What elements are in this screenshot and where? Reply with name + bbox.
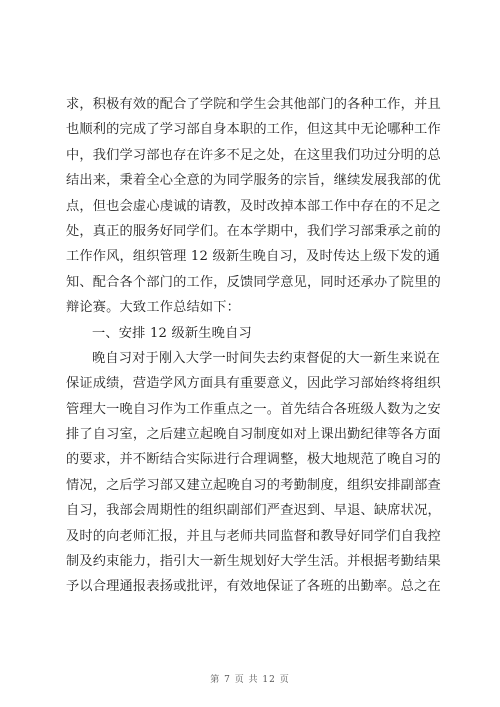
text-line: 管理大一晚自习作为工作重点之一。首先结合各班级人数为之安 <box>66 401 441 417</box>
text-line: 排了自习室，之后建立起晚自习制度如对上课出勤纪律等各方面 <box>66 427 441 443</box>
section-heading: 一、安排 12 级新生晚自习 <box>92 325 252 341</box>
text-line: 结出来，秉着全心全意的为同学服务的宗旨，继续发展我部的优 <box>66 173 441 189</box>
text-line: 处，真正的服务好同学们。在本学期中，我们学习部秉承之前的 <box>66 223 441 239</box>
text-line: 保证成绩，营造学风方面具有重要意义，因此学习部始终将组织 <box>66 376 441 392</box>
text-line: 及时的向老师汇报，并且与老师共同监督和教导好同学们自我控 <box>66 528 441 544</box>
text-line: 制及约束能力，指引大一新生规划好大学生活。并根据考勤结果 <box>66 554 441 570</box>
document-body <box>66 92 441 600</box>
text-line: 工作作风，组织管理 12 级新生晚自习，及时传达上级下发的通 <box>66 249 441 265</box>
text-line: 求，积极有效的配合了学院和学生会其他部门的各种工作，并且 <box>66 97 441 112</box>
text-line: 知、配合各个部门的工作，反馈同学意见，同时还承办了院里的 <box>66 274 441 290</box>
text-line: 中，我们学习部也存在许多不足之处，在这里我们功过分明的总 <box>66 147 441 163</box>
text-line: 点，但也会虚心虔诚的请教，及时改掉本部工作中存在的不足之 <box>66 198 441 214</box>
text-line: 晚自习对于刚入大学一时间失去约束督促的大一新生来说在 <box>92 350 441 366</box>
text-line: 予以合理通报表扬或批评，有效地保证了各班的出勤率。总之在 <box>66 579 441 595</box>
text-line: 的要求，并不断结合实际进行合理调整，极大地规范了晚自习的 <box>66 452 441 468</box>
text-line: 自习，我部会周期性的组织副部们严查迟到、早退、缺席状况， <box>66 503 441 519</box>
text-line: 也顺利的完成了学习部自身本职的工作，但这其中无论哪种工作 <box>66 122 441 138</box>
text-line: 辩论赛。大致工作总结如下： <box>66 300 241 316</box>
text-line: 情况，之后学习部又建立起晚自习的考勤制度，组织安排副部查 <box>66 477 441 493</box>
page-number-footer: 第 7 页 共 12 页 <box>210 675 290 685</box>
